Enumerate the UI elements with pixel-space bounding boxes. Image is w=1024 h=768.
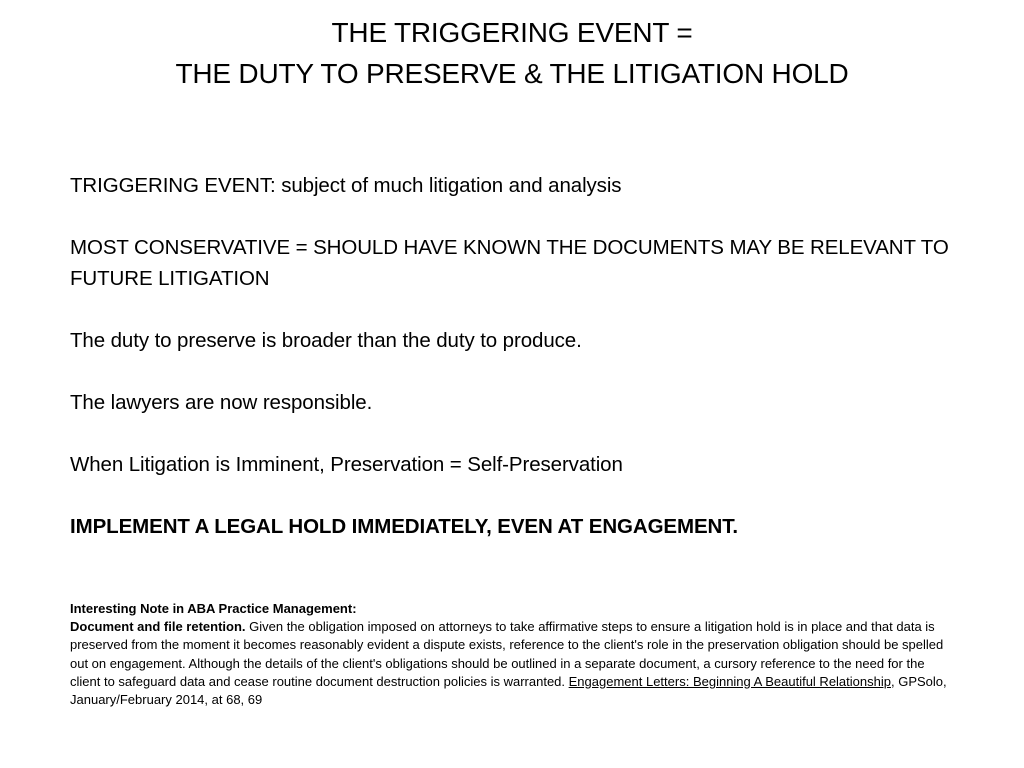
slide-title-line-1: THE TRIGGERING EVENT = (331, 17, 693, 48)
note-lead: Document and file retention. (70, 619, 246, 635)
citation-title: Engagement Letters: Beginning A Beautiful Relationship (568, 673, 891, 689)
note-text: Given the obligation imposed on attorneys to take affirmative steps to ensure a litigation hold is in place and that data is preserved from the moment it becomes reasonably evident a dispute exists, reference to the client's role in the preservation obligation should be spelled out on engagement. Although the details of the client's obligations should be outlined in a separate document, a cursory reference to the need for the client to safeguard data and cease routine document destruction policies is warranted. (70, 619, 944, 689)
citation-details: , GPSolo, January/February 2014, at 68, 69 (70, 673, 947, 708)
point-most-conservative: MOST CONSERVATIVE = SHOULD HAVE KNOWN THE DOCUMENTS MAY BE RELEVANT TO FUTURE LITIGATION (70, 236, 949, 290)
point-self-preservation: When Litigation is Imminent, Preservation = Self-Preservation (70, 453, 623, 476)
point-implement-legal-hold: IMPLEMENT A LEGAL HOLD IMMEDIATELY, EVEN AT ENGAGEMENT. (70, 515, 738, 538)
slide-body (70, 170, 950, 573)
aba-note (70, 600, 950, 709)
point-duty-to-preserve: The duty to preserve is broader than the duty to produce. (70, 329, 582, 352)
slide-title (0, 12, 1024, 94)
point-triggering-event: TRIGGERING EVENT: subject of much litigation and analysis (70, 174, 622, 197)
note-heading: Interesting Note in ABA Practice Management: (70, 601, 357, 616)
slide-title-line-2: THE DUTY TO PRESERVE & THE LITIGATION HOLD (175, 58, 849, 89)
note-paragraph (70, 618, 950, 709)
point-lawyers-responsible: The lawyers are now responsible. (70, 391, 373, 414)
